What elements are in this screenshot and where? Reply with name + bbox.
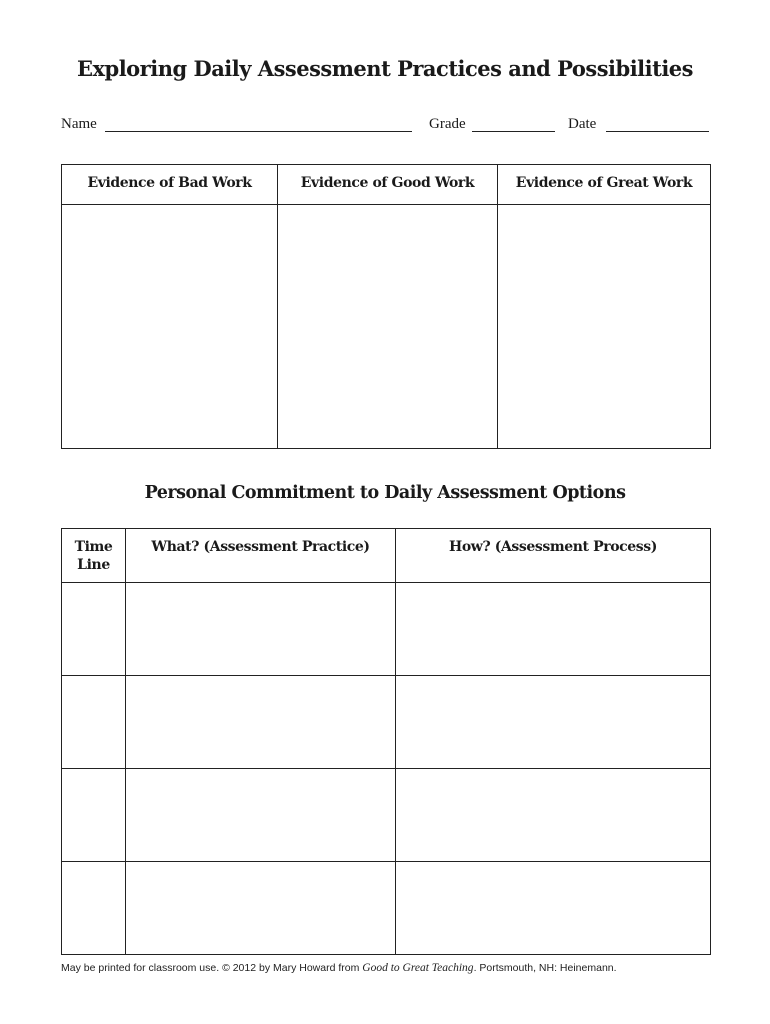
what-cell[interactable] bbox=[126, 769, 396, 862]
how-cell[interactable] bbox=[396, 769, 711, 862]
evidence-bad-work-cell[interactable] bbox=[62, 205, 278, 449]
date-field-line[interactable] bbox=[606, 131, 709, 132]
footer-prefix: May be printed for classroom use. © 2012 by Mary Howard from bbox=[61, 962, 363, 974]
how-cell[interactable] bbox=[396, 676, 711, 769]
footer-suffix: . Portsmouth, NH: Heinemann. bbox=[473, 962, 617, 974]
time-line-cell[interactable] bbox=[62, 583, 126, 676]
time-line-cell[interactable] bbox=[62, 769, 126, 862]
what-cell[interactable] bbox=[126, 862, 396, 955]
time-line-cell[interactable] bbox=[62, 862, 126, 955]
what-cell[interactable] bbox=[126, 583, 396, 676]
time-line-header: Time Line bbox=[62, 529, 126, 583]
table-row bbox=[62, 676, 711, 769]
table-row bbox=[62, 862, 711, 955]
evidence-good-work-header: Evidence of Good Work bbox=[278, 165, 498, 205]
footer-book-title: Good to Great Teaching bbox=[362, 962, 474, 974]
grade-field-line[interactable] bbox=[472, 131, 555, 132]
what-cell[interactable] bbox=[126, 676, 396, 769]
evidence-table bbox=[61, 164, 711, 449]
table-row bbox=[62, 769, 711, 862]
how-cell[interactable] bbox=[396, 583, 711, 676]
page-title: Exploring Daily Assessment Practices and Possibilities bbox=[76, 56, 693, 81]
evidence-great-work-cell[interactable] bbox=[498, 205, 711, 449]
grade-label: Grade bbox=[429, 116, 466, 132]
time-line-cell[interactable] bbox=[62, 676, 126, 769]
student-info-line bbox=[61, 116, 709, 136]
date-label: Date bbox=[568, 116, 597, 132]
commitment-table bbox=[61, 528, 711, 955]
table-row bbox=[62, 583, 711, 676]
evidence-bad-work-header: Evidence of Bad Work bbox=[62, 165, 278, 205]
copyright-footer bbox=[61, 962, 617, 974]
how-cell[interactable] bbox=[396, 862, 711, 955]
name-field-line[interactable] bbox=[105, 131, 412, 132]
how-header: How? (Assessment Process) bbox=[396, 529, 711, 583]
section-subtitle: Personal Commitment to Daily Assessment Options bbox=[144, 483, 626, 503]
evidence-great-work-header: Evidence of Great Work bbox=[498, 165, 711, 205]
evidence-good-work-cell[interactable] bbox=[278, 205, 498, 449]
what-header: What? (Assessment Practice) bbox=[126, 529, 396, 583]
name-label: Name bbox=[61, 116, 97, 132]
